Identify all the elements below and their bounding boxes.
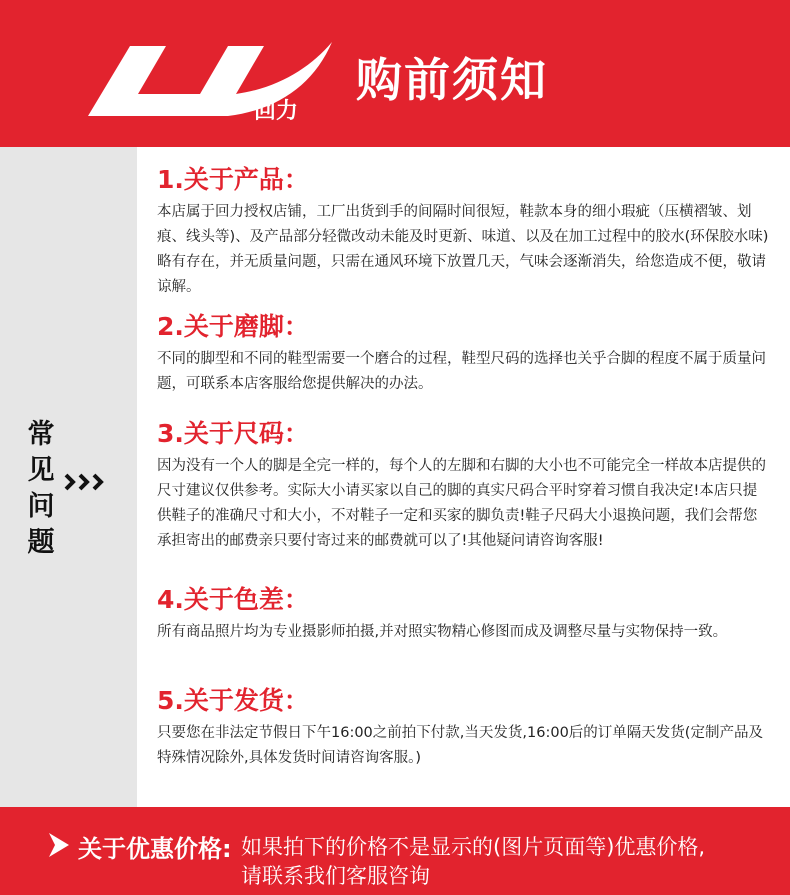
sidebar-title-char: 题 xyxy=(27,527,55,558)
logo-brand-name: 回力 xyxy=(254,99,299,124)
faq-section-product xyxy=(157,163,769,300)
sidebar-title-char: 常 xyxy=(27,419,55,450)
faq-content xyxy=(157,147,769,807)
sidebar-title-char: 见 xyxy=(27,455,55,486)
footer-text-line2: 请联系我们客服咨询 xyxy=(241,864,430,888)
section-title: 4.关于色差： xyxy=(157,585,309,614)
section-title: 3.关于尺码： xyxy=(157,419,309,448)
play-arrow-icon xyxy=(47,831,71,859)
sidebar xyxy=(0,147,137,807)
section-body: 因为没有一个人的脚是全完一样的，每个人的左脚和右脚的大小也不可能完全一样故本店提供的尺寸建议仅供参考。实际大小请买家以自己的脚的真实尺码合平时穿着习惯自我决定!本店只提供鞋子的准确尺寸和大小，不对鞋子一定和买家的脚负责!鞋子尺码大小退换问题，我们会帮您承担寄出的邮费亲只要付寄过来的邮费就可以了!其他疑问请咨询客服! xyxy=(157,458,766,549)
section-body: 只要您在非法定节假日下午16:00之前拍下付款,当天发货,16:00后的订单隔天发货(定制产品及特殊情况除外,具体发货时间请咨询客服。) xyxy=(157,725,763,766)
section-title: 1.关于产品： xyxy=(157,165,309,194)
page-title: 购前须知 xyxy=(356,53,548,107)
logo-year: 1927 xyxy=(204,97,247,118)
faq-section-fit xyxy=(157,310,769,397)
footer-banner xyxy=(0,807,790,895)
header-banner xyxy=(0,0,790,147)
footer-label: 关于优惠价格: xyxy=(78,835,232,863)
faq-section-color xyxy=(157,583,769,645)
sidebar-title-char: 问 xyxy=(27,491,55,522)
section-body: 本店属于回力授权店铺，工厂出货到手的间隔时间很短，鞋款本身的细小瑕疵（压横褶皱、划痕、线头等)、及产品部分轻微改动未能及时更新、味道、以及在加工过程中的胶水(环保胶水味)略有存在，并无质量问题，只需在通风环境下放置几天，气味会逐渐消失，给您造成不便，敬请谅解。 xyxy=(157,204,769,295)
section-body: 不同的脚型和不同的鞋型需要一个磨合的过程，鞋型尺码的选择也关乎合脚的程度不属于质量问题，可联系本店客服给您提供解决的办法。 xyxy=(157,351,766,392)
section-title: 2.关于磨脚： xyxy=(157,312,309,341)
faq-section-shipping xyxy=(157,684,769,771)
section-title: 5.关于发货： xyxy=(157,686,309,715)
footer-text-line1: 如果拍下的价格不是显示的(图片页面等)优惠价格, xyxy=(241,835,706,859)
section-body: 所有商品照片均为专业摄影师拍摄,并对照实物精心修图而成及调整尽量与实物保持一致。 xyxy=(157,624,728,640)
sidebar-title xyxy=(24,417,58,561)
faq-section-size xyxy=(157,417,769,554)
triple-chevron-icon xyxy=(64,470,110,494)
